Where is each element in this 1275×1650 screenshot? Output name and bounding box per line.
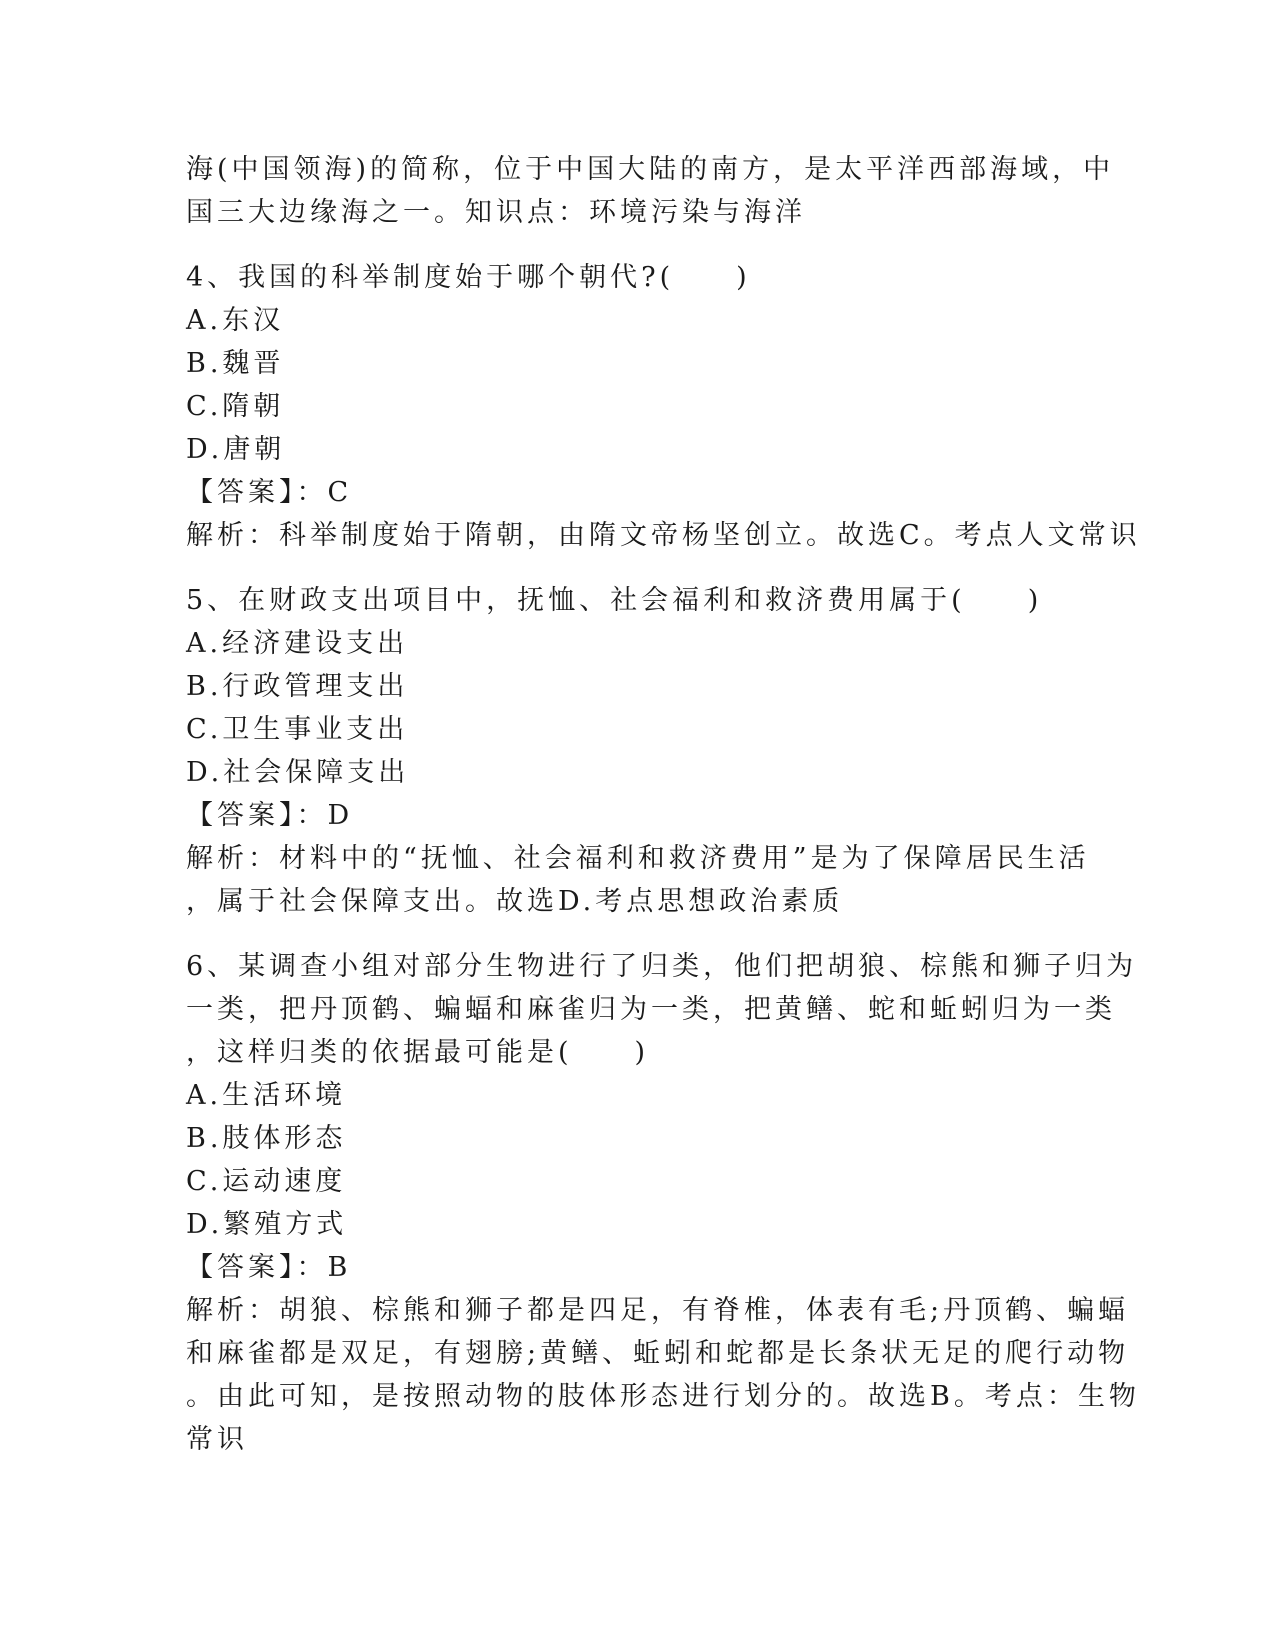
- explanation-line: 解析：科举制度始于隋朝，由隋文帝杨坚创立。故选C。考点人文常识: [186, 520, 1141, 551]
- answer: 【答案】：B: [186, 1252, 352, 1283]
- intro-line: 海(中国领海)的简称，位于中国大陆的南方，是太平洋西部海域，中: [186, 154, 1115, 185]
- intro-line: 国三大边缘海之一。知识点：环境污染与海洋: [186, 197, 806, 228]
- option-a: A.生活环境: [186, 1080, 347, 1111]
- question-stem: ，这样归类的依据最可能是( ): [186, 1037, 650, 1068]
- question-4: [186, 256, 1141, 557]
- option-a: A.经济建设支出: [186, 628, 409, 659]
- option-b: B.行政管理支出: [186, 671, 409, 702]
- answer: 【答案】：D: [186, 800, 354, 831]
- option-b: B.肢体形态: [186, 1123, 347, 1154]
- question-stem: 6、某调查小组对部分生物进行了归类，他们把胡狼、棕熊和狮子归为: [186, 951, 1138, 982]
- question-stem: 5、在财政支出项目中，抚恤、社会福利和救济费用属于( ): [186, 585, 1043, 616]
- question-6: [186, 945, 1140, 1461]
- option-a: A.东汉: [186, 305, 285, 336]
- option-d: D.繁殖方式: [186, 1209, 348, 1240]
- explanation-line: 和麻雀都是双足，有翅膀;黄鳝、蚯蚓和蛇都是长条状无足的爬行动物: [186, 1338, 1130, 1369]
- intro-paragraph: [186, 148, 1115, 234]
- document-page: [186, 148, 1141, 1461]
- option-d: D.唐朝: [186, 434, 286, 465]
- question-5: [186, 579, 1090, 923]
- option-d: D.社会保障支出: [186, 757, 410, 788]
- question-stem: 4、我国的科举制度始于哪个朝代?( ): [186, 262, 751, 293]
- option-c: C.运动速度: [186, 1166, 347, 1197]
- explanation-line: 解析：材料中的“抚恤、社会福利和救济费用”是为了保障居民生活: [186, 843, 1090, 874]
- explanation-line: 。由此可知，是按照动物的肢体形态进行划分的。故选B。考点：生物: [186, 1381, 1140, 1412]
- option-c: C.卫生事业支出: [186, 714, 409, 745]
- explanation-line: 解析：胡狼、棕熊和狮子都是四足，有脊椎，体表有毛;丹顶鹤、蝙蝠: [186, 1295, 1130, 1326]
- answer: 【答案】：C: [186, 477, 353, 508]
- question-stem: 一类，把丹顶鹤、蝙蝠和麻雀归为一类，把黄鳝、蛇和蚯蚓归为一类: [186, 994, 1116, 1025]
- explanation-line: 常识: [186, 1424, 248, 1455]
- explanation-line: ，属于社会保障支出。故选D.考点思想政治素质: [186, 886, 844, 917]
- option-c: C.隋朝: [186, 391, 285, 422]
- option-b: B.魏晋: [186, 348, 285, 379]
